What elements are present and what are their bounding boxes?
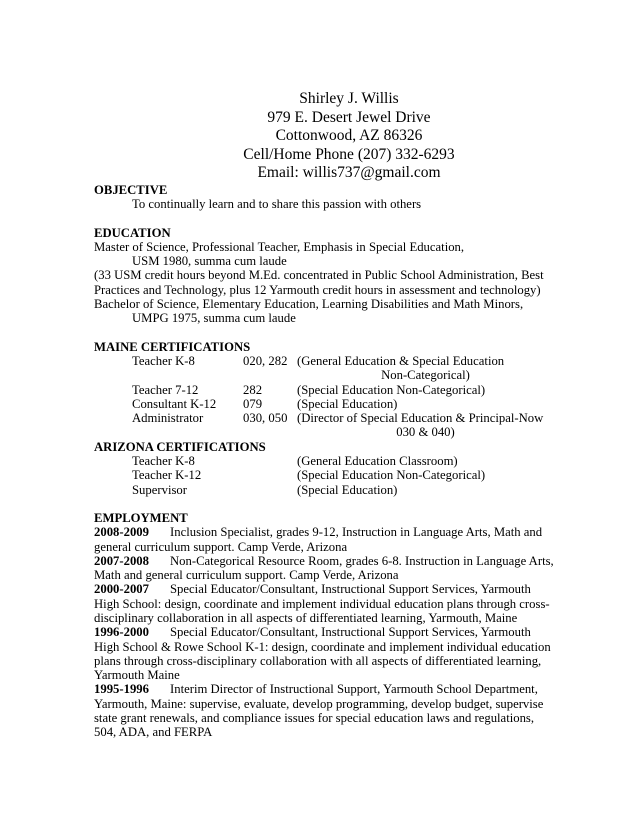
employment-description: Special Educator/Consultant, Instructional Support Services, Yarmouth High School: design, coordinate and implement individual education plans through cross-disciplinary collaboration in all aspects of differentiated learning, Yarmouth, Maine <box>94 582 550 625</box>
employment-years: 1996-2000 <box>94 625 149 640</box>
applicant-name: Shirley J. Willis <box>299 90 399 107</box>
employment-description: Interim Director of Instructional Support, Yarmouth School Department, Yarmouth, Maine: supervise, evaluate, develop programming, develop budget, supervise state grant renewals, and compliance issues for special education laws and regulations, 504, ADA, and FERPA <box>94 682 544 740</box>
objective-heading: OBJECTIVE <box>94 182 168 197</box>
employment-section <box>94 511 554 740</box>
cert-description: (General Education Classroom) <box>297 454 458 469</box>
phone-number: Cell/Home Phone (207) 332-6293 <box>243 145 455 163</box>
contact-header <box>144 90 554 183</box>
maine-certifications-heading: MAINE CERTIFICATIONS <box>94 339 251 354</box>
employment-years: 1995-1996 <box>94 682 149 697</box>
objective-text: To continually learn and to share this passion with others <box>132 197 422 212</box>
arizona-certifications-heading: ARIZONA CERTIFICATIONS <box>94 439 266 454</box>
employment-years: 2000-2007 <box>94 582 149 597</box>
cert-description-continued: 030 & 040) <box>396 425 455 440</box>
email-address: Email: willis737@gmail.com <box>257 164 441 182</box>
cert-role: Teacher K-8 <box>132 353 195 368</box>
education-section <box>94 226 554 326</box>
cert-description: (Director of Special Education & Principal-Now <box>297 411 544 426</box>
employment-description: Special Educator/Consultant, Instructional Support Services, Yarmouth High School & Rowe School K-1: design, coordinate and implement individual education plans through cross-disciplinary collaboration with all aspects of differentiated learning, Yarmouth Maine <box>94 625 551 683</box>
education-heading: EDUCATION <box>94 225 171 240</box>
employment-entry <box>94 625 554 682</box>
cert-row <box>94 397 554 411</box>
cert-row <box>94 483 554 497</box>
cert-role: Administrator <box>132 411 204 426</box>
bachelors-degree: Bachelor of Science, Elementary Education, Learning Disabilities and Math Minors, <box>94 297 524 312</box>
cert-code: 020, 282 <box>243 353 288 368</box>
objective-section <box>94 183 554 212</box>
cert-row <box>94 468 554 482</box>
arizona-certifications-section <box>94 440 554 497</box>
cert-role: Supervisor <box>132 482 187 497</box>
cert-row <box>94 454 554 468</box>
masters-details: USM 1980, summa cum laude <box>132 254 287 269</box>
cert-description: (Special Education Non-Categorical) <box>297 382 486 397</box>
employment-entry <box>94 554 554 583</box>
resume-page <box>94 90 554 740</box>
cert-role: Consultant K-12 <box>132 396 217 411</box>
cert-role: Teacher K-8 <box>132 454 195 469</box>
cert-row <box>94 354 554 383</box>
maine-certifications-section <box>94 340 554 440</box>
employment-description: Non-Categorical Resource Room, grades 6-8. Instruction in Language Arts, Math and general curriculum support. Camp Verde, Arizona <box>94 553 554 583</box>
employment-heading: EMPLOYMENT <box>94 510 188 525</box>
employment-entry <box>94 682 554 739</box>
cert-role: Teacher 7-12 <box>132 382 199 397</box>
employment-entry <box>94 525 554 554</box>
cert-code: 079 <box>243 396 263 411</box>
cert-description: (Special Education) <box>297 482 398 497</box>
cert-code: 030, 050 <box>243 411 288 426</box>
cert-row <box>94 411 554 440</box>
employment-years: 2008-2009 <box>94 525 149 540</box>
bachelors-details: UMPG 1975, summa cum laude <box>132 311 296 326</box>
street-address: 979 E. Desert Jewel Drive <box>267 108 431 126</box>
masters-degree: Master of Science, Professional Teacher, Emphasis in Special Education, <box>94 239 465 254</box>
employment-description: Inclusion Specialist, grades 9-12, Instruction in Language Arts, Math and general curriculum support. Camp Verde, Arizona <box>94 525 543 554</box>
cert-description: (General Education & Special Education <box>297 353 505 368</box>
cert-code: 282 <box>243 382 263 397</box>
cert-description: (Special Education) <box>297 396 398 411</box>
graduate-credits-note: (33 USM credit hours beyond M.Ed. concentrated in Public School Administration, Best Practices and Technology, plus 12 Yarmouth credit hours in assessment and technology) <box>94 268 544 297</box>
employment-years: 2007-2008 <box>94 553 149 568</box>
cert-row <box>94 383 554 397</box>
cert-role: Teacher K-12 <box>132 468 202 483</box>
cert-description-continued: Non-Categorical) <box>381 368 470 383</box>
employment-entry <box>94 582 554 625</box>
city-state-zip: Cottonwood, AZ 86326 <box>275 127 423 145</box>
cert-description: (Special Education Non-Categorical) <box>297 468 486 483</box>
